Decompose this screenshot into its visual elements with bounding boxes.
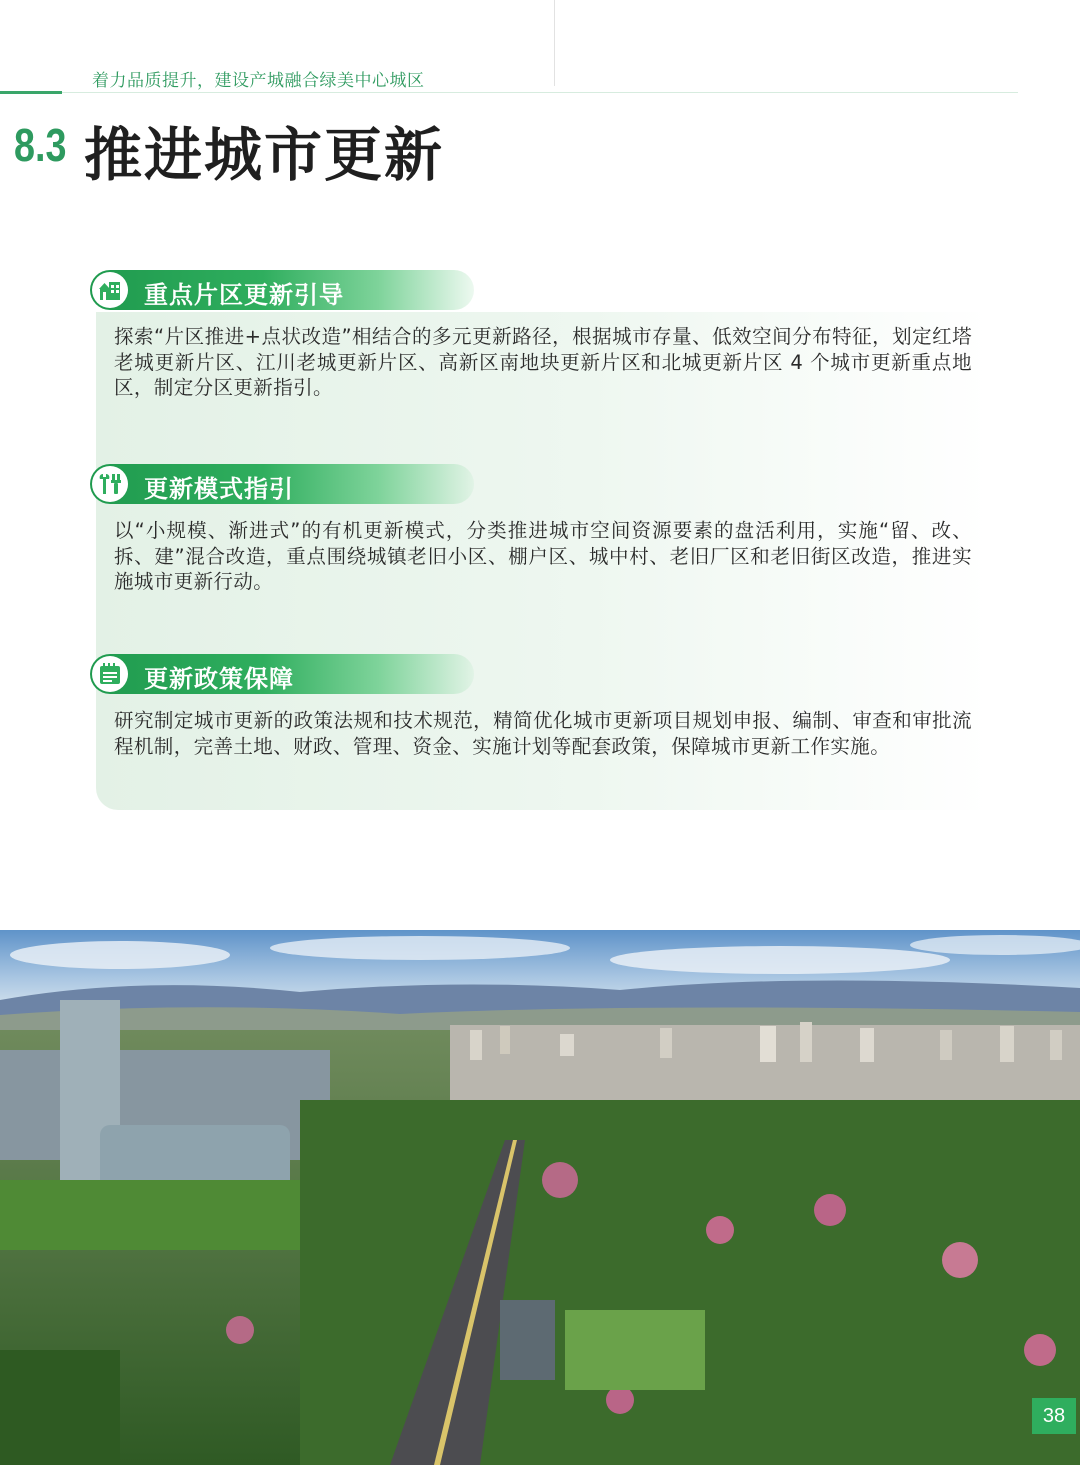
running-header: 着力品质提升，建设产城融合绿美中心城区 [92,71,425,91]
aerial-city-photo [0,930,1080,1465]
header-divider [0,92,1018,93]
calendar-document-icon [92,656,128,692]
header-vertical-rule [554,0,555,86]
block-heading-pill-2 [90,464,474,504]
page-number: 38 [1032,1398,1076,1434]
block-body-2: 以“小规模、渐进式”的有机更新模式，分类推进城市空间资源要素的盘活利用，实施“留、改、拆、建”混合改造，重点围绕城镇老旧小区、棚户区、城中村、老旧厂区和老旧街区改造，推进实施城市更新行动。 [114,519,972,593]
block-heading-pill-1 [90,270,474,310]
section-title: 推进城市更新 [84,121,445,189]
block-body-1: 探索“片区推进+点状改造”相结合的多元更新路径，根据城市存量、低效空间分布特征，划定红塔老城更新片区、江川老城更新片区、高新区南地块更新片区和北城更新片区 4 个城市更新重点地区，制定分区更新指引。 [114,325,972,399]
block-heading: 重点片区更新引导 [144,281,344,309]
block-heading: 更新模式指引 [144,475,294,503]
tools-icon [92,466,128,502]
block-body-3: 研究制定城市更新的政策法规和技术规范，精简优化城市更新项目规划申报、编制、审查和审批流程机制，完善土地、财政、管理、资金、实施计划等配套政策，保障城市更新工作实施。 [114,709,972,758]
block-heading: 更新政策保障 [144,665,294,693]
section-number: 8.3 [14,119,67,171]
block-heading-pill-3 [90,654,474,694]
header-accent-bar [0,91,62,94]
building-icon [92,272,128,308]
